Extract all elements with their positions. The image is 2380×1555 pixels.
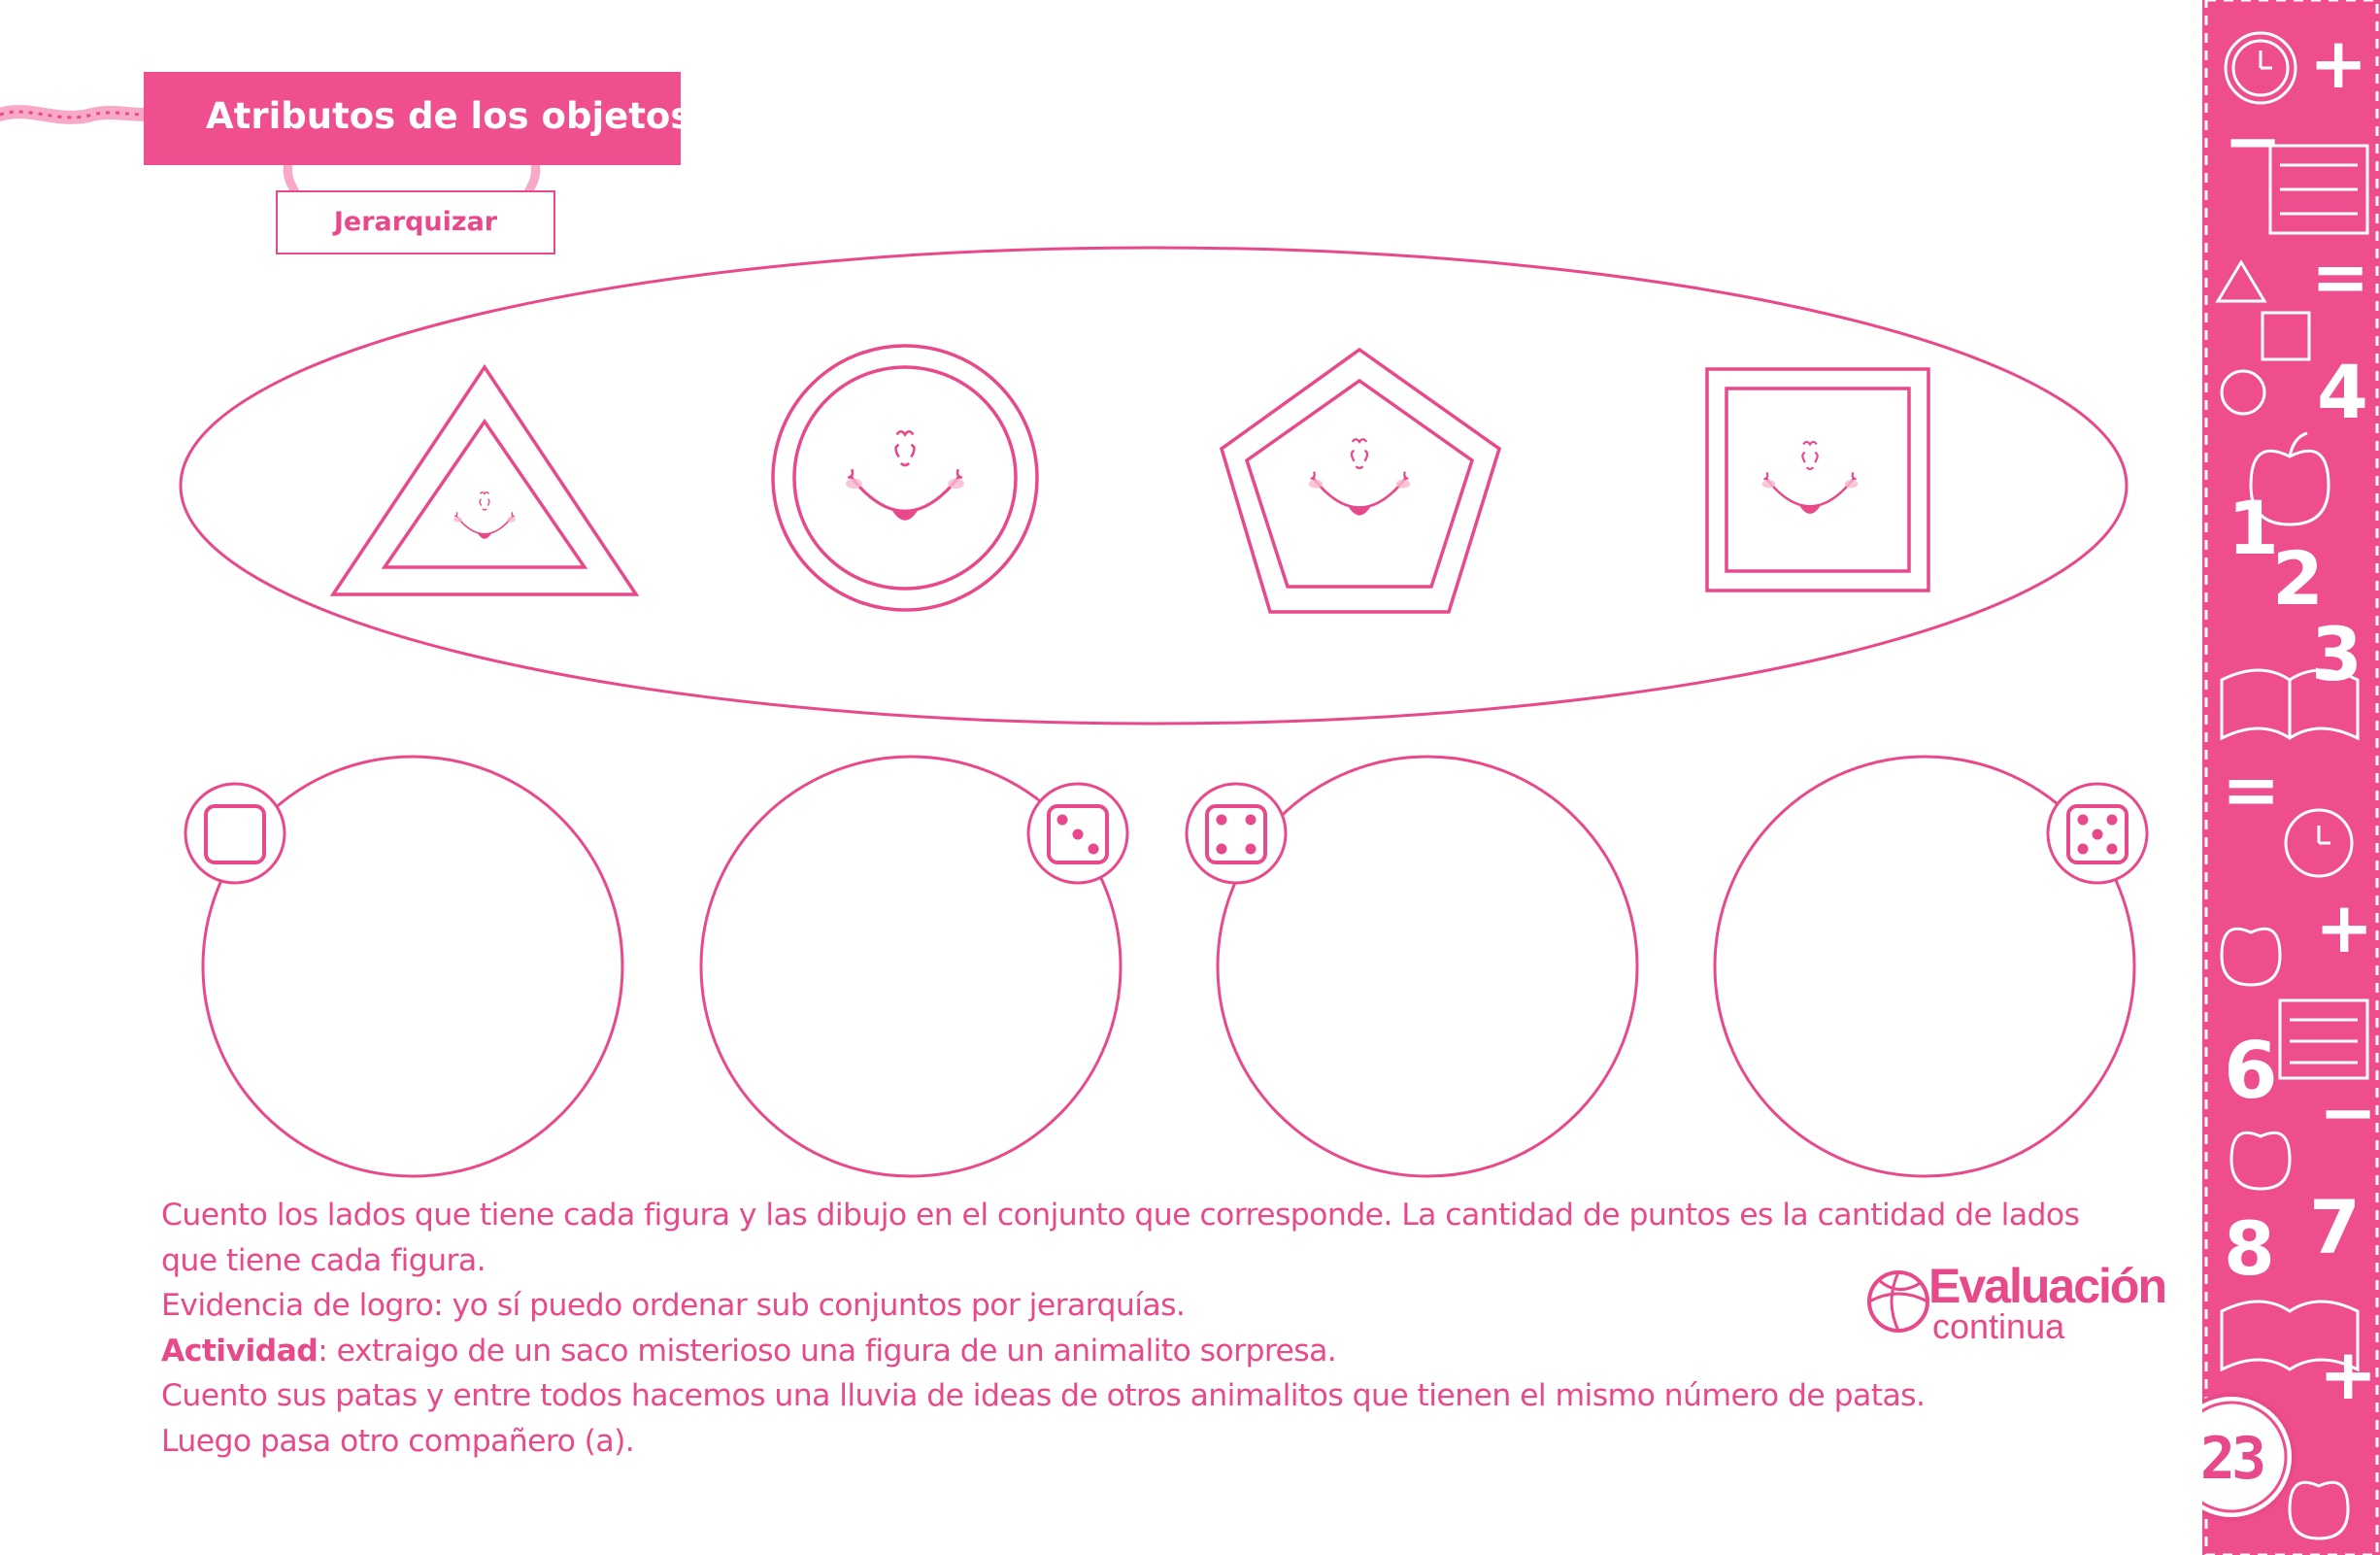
abacus-icon [2270,146,2367,233]
page-subtitle: Jerarquizar [333,207,498,237]
side-digit: 1 [2228,485,2279,571]
achievement-line: Evidencia de logro: yo sí puedo ordenar sub conjuntos por jerarquías. [161,1288,1186,1323]
die-badge-blank [185,784,285,883]
side-symbol: = [2311,236,2370,318]
instruction-line: Cuento los lados que tiene cada figura y las dibujo en el conjunto que corresponde. La cantidad de puntos es la cantidad de lados que tiene cada figura. [161,1198,2080,1278]
instruction-line: Cuento sus patas y entre todos hacemos una lluvia de ideas de otros animalitos que tienen el mismo número de patas. [161,1378,1926,1413]
activity-label: Actividad [161,1333,318,1369]
side-digit: 7 [2309,1184,2361,1270]
side-symbol: + [2309,22,2368,104]
side-symbol: − [2224,100,2283,182]
apple-icon [2231,1132,2290,1189]
evaluacion-logo-sub: continua [1932,1306,2065,1346]
instruction-line: Luego pasa otro compañero (a). [161,1423,635,1459]
side-symbol: = [2222,749,2281,830]
apple-icon [2222,929,2280,985]
activity-line [161,1329,2132,1374]
page-title: Atributos de los objetos [206,95,692,137]
side-symbol: + [2319,1334,2378,1415]
side-symbol: + [2315,887,2374,968]
apple-icon [2290,1482,2348,1538]
side-digit: 2 [2272,535,2324,622]
triangle-icon [2218,262,2264,301]
abacus-icon [2280,1000,2367,1078]
clock-icon [2226,33,2296,103]
die-badge-three [1028,784,1127,883]
side-symbol: − [2319,1071,2378,1153]
side-digit: 8 [2224,1205,2275,1292]
side-digit: 3 [2311,611,2363,697]
clock-icon [2286,810,2352,876]
square-icon [2263,313,2309,359]
instructions [161,1193,2132,1464]
side-strip-doodles [2202,0,2380,1555]
circle-icon [2222,371,2264,414]
page-number: 23 [2199,1425,2263,1493]
side-digit: 6 [2224,1026,2278,1116]
evaluacion-logo-word: Evaluación [1928,1259,2165,1313]
die-badge-four [1187,784,1286,883]
side-digit: 4 [2317,349,2368,435]
die-badge-five [2048,784,2147,883]
side-strip [2202,0,2380,1555]
activity-text: : extraigo de un saco misterioso una figura de un animalito sorpresa. [318,1333,1337,1369]
